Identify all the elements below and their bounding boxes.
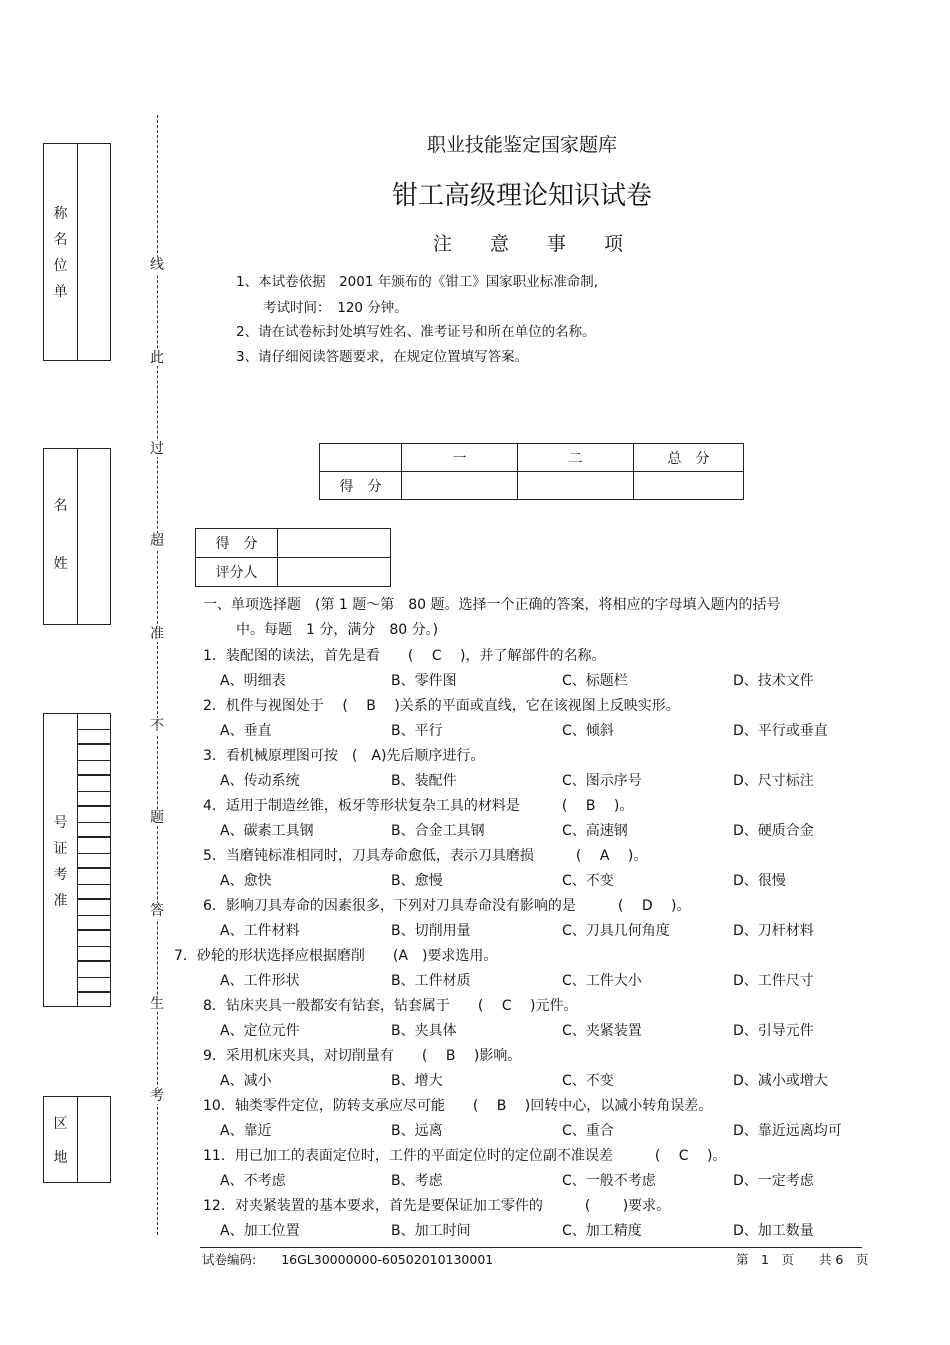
grader-score-label: 得 分 — [196, 529, 278, 558]
notice-item: 3、请仔细阅读答题要求，在规定位置填写答案。 — [236, 349, 529, 365]
question-option: D、硬质合金 — [733, 823, 814, 839]
question-option: C、不变 — [562, 1073, 614, 1089]
question-stem: 8．钻床夹具一般都安有钻套，钻套属于 ( C )元件。 — [203, 998, 578, 1014]
question-option: B、切削用量 — [391, 923, 471, 939]
notice-heading: 注 意 事 项 — [432, 233, 623, 255]
question-stem: 6．影响刀具寿命的因素很多，下列对刀具寿命没有影响的是 ( D )。 — [203, 898, 691, 914]
question-option: D、减小或增大 — [733, 1073, 828, 1089]
region-box — [43, 1096, 111, 1183]
question-stem: 1．装配图的读法，首先是看 ( C )，并了解部件的名称。 — [203, 648, 606, 664]
question-option: C、刀具几何角度 — [562, 923, 670, 939]
question-option: A、工件材料 — [220, 923, 300, 939]
question-option: A、工件形状 — [220, 973, 300, 989]
question-option: B、平行 — [391, 723, 443, 739]
question-stem: 2．机件与视图处于 ( B )关系的平面或直线，它在该视图上反映实形。 — [203, 698, 680, 714]
question-option: D、尺寸标注 — [733, 773, 814, 789]
side-label-char: 单 — [53, 284, 68, 300]
question-option: A、靠近 — [220, 1123, 272, 1139]
exam-bank-title: 职业技能鉴定国家题库 — [426, 134, 617, 156]
question-option: A、传动系统 — [220, 773, 300, 789]
score-header-part2: 二 — [518, 444, 634, 472]
ticket-number-box — [43, 713, 111, 1007]
question-option: D、一定考虑 — [733, 1173, 814, 1189]
question-option: D、加工数量 — [733, 1223, 814, 1239]
question-stem: 12．对夹紧装置的基本要求，首先是要保证加工零件的 ( )要求。 — [203, 1198, 671, 1214]
score-header-total: 总 分 — [634, 444, 744, 472]
notice-item: 2、请在试卷标封处填写姓名、准考证号和所在单位的名称。 — [236, 324, 596, 340]
question-option: D、引导元件 — [733, 1023, 814, 1039]
seal-line-char: 此 — [150, 350, 164, 366]
score-cell-total[interactable] — [634, 472, 744, 500]
box-divider — [77, 714, 78, 1006]
question-option: A、垂直 — [220, 723, 272, 739]
question-option: D、技术文件 — [733, 673, 814, 689]
question-option: C、工件大小 — [562, 973, 642, 989]
seal-line-char: 生 — [150, 996, 164, 1012]
score-header-part1: 一 — [402, 444, 518, 472]
side-label-char: 姓 — [53, 556, 68, 572]
question-option: D、很慢 — [733, 873, 786, 889]
question-option: A、愈快 — [220, 873, 272, 889]
question-option: A、加工位置 — [220, 1223, 300, 1239]
seal-line-char: 过 — [150, 441, 164, 457]
seal-line-char: 答 — [150, 903, 164, 919]
seal-line-char: 题 — [150, 810, 164, 826]
seal-line-char: 考 — [150, 1088, 164, 1104]
question-option: D、刀杆材料 — [733, 923, 814, 939]
question-option: A、明细表 — [220, 673, 286, 689]
box-divider — [77, 1097, 78, 1182]
question-stem: 11．用已加工的表面定位时，工件的平面定位时的定位副不准误差 ( C )。 — [203, 1148, 727, 1164]
exam-code: 试卷编码: 16GL30000000-60502010130001 — [202, 1252, 494, 1267]
question-option: A、定位元件 — [220, 1023, 300, 1039]
grader-table — [195, 528, 391, 587]
section-instructions-cont: 中。每题 1 分，满分 80 分。) — [236, 622, 439, 638]
section-instructions: 一、单项选择题 (第 1 题～第 80 题。选择一个正确的答案，将相应的字母填入题内的括号 — [203, 597, 781, 613]
question-option: B、工件材质 — [391, 973, 471, 989]
grader-name-cell[interactable] — [278, 558, 391, 587]
side-label-char: 名 — [53, 232, 68, 248]
side-label-char: 称 — [53, 206, 68, 222]
seal-line-char: 准 — [150, 626, 164, 642]
side-label-char: 考 — [53, 867, 68, 883]
seal-dashed-line — [157, 115, 158, 1235]
question-option: B、夹具体 — [391, 1023, 457, 1039]
question-stem: 4．适用于制造丝锥，板牙等形状复杂工具的材料是 ( B )。 — [203, 798, 634, 814]
question-stem: 9．采用机床夹具，对切削量有 ( B )影响。 — [203, 1048, 522, 1064]
score-cell-part1[interactable] — [402, 472, 518, 500]
side-label-char: 位 — [53, 258, 68, 274]
box-divider — [77, 449, 78, 624]
question-option: D、平行或垂直 — [733, 723, 828, 739]
question-stem: 5．当磨钝标准相同时，刀具寿命愈低，表示刀具磨损 ( A )。 — [203, 848, 648, 864]
seal-line-char: 线 — [150, 257, 164, 273]
question-option: C、倾斜 — [562, 723, 614, 739]
question-option: C、标题栏 — [562, 673, 628, 689]
question-option: B、愈慢 — [391, 873, 443, 889]
question-option: C、夹紧装置 — [562, 1023, 642, 1039]
question-option: C、高速钢 — [562, 823, 628, 839]
question-option: C、加工精度 — [562, 1223, 642, 1239]
question-stem: 3．看机械原理图可按 ( A)先后顺序进行。 — [203, 748, 485, 764]
question-stem: 10．轴类零件定位，防转支承应尽可能 ( B )回转中心，以减小转角误差。 — [203, 1098, 713, 1114]
question-option: B、考虑 — [391, 1173, 443, 1189]
side-label-char: 名 — [53, 498, 68, 514]
side-label-char: 号 — [53, 815, 68, 831]
question-option: B、装配件 — [391, 773, 457, 789]
question-option: D、靠近远离均可 — [733, 1123, 842, 1139]
question-option: C、图示序号 — [562, 773, 642, 789]
question-option: D、工件尺寸 — [733, 973, 814, 989]
name-box — [43, 448, 111, 625]
notice-item: 1、本试卷依据 2001 年颁布的《钳工》国家职业标准命制, — [236, 274, 599, 290]
question-option: C、重合 — [562, 1123, 614, 1139]
question-option: B、增大 — [391, 1073, 443, 1089]
question-option: C、一般不考虑 — [562, 1173, 656, 1189]
score-row-label: 得 分 — [320, 472, 402, 500]
exam-title: 钳工高级理论知识试卷 — [391, 181, 652, 211]
question-option: C、不变 — [562, 873, 614, 889]
question-option: B、远离 — [391, 1123, 443, 1139]
score-table-corner — [320, 444, 402, 472]
page-number: 第 1 页 共 6 页 — [736, 1252, 869, 1267]
question-option: A、减小 — [220, 1073, 272, 1089]
question-option: A、不考虑 — [220, 1173, 286, 1189]
side-label-char: 地 — [53, 1150, 68, 1166]
score-summary-table — [319, 443, 744, 500]
score-cell-part2[interactable] — [518, 472, 634, 500]
notice-item: 考试时间： 120 分钟。 — [236, 300, 408, 316]
grader-name-label: 评分人 — [196, 558, 278, 587]
seal-line-char: 不 — [150, 718, 164, 734]
question-option: B、合金工具钢 — [391, 823, 485, 839]
side-label-char: 准 — [53, 893, 68, 909]
question-option: B、加工时间 — [391, 1223, 471, 1239]
footer-rule — [200, 1247, 862, 1248]
question-option: B、零件图 — [391, 673, 457, 689]
ticket-number-grid — [77, 714, 110, 1006]
seal-line-char: 超 — [150, 533, 164, 549]
side-label-char: 区 — [53, 1116, 68, 1132]
grader-score-cell[interactable] — [278, 529, 391, 558]
side-label-char: 证 — [53, 841, 68, 857]
question-stem: 7．砂轮的形状选择应根据磨削 (A )要求选用。 — [174, 948, 498, 964]
question-option: A、碳素工具钢 — [220, 823, 314, 839]
